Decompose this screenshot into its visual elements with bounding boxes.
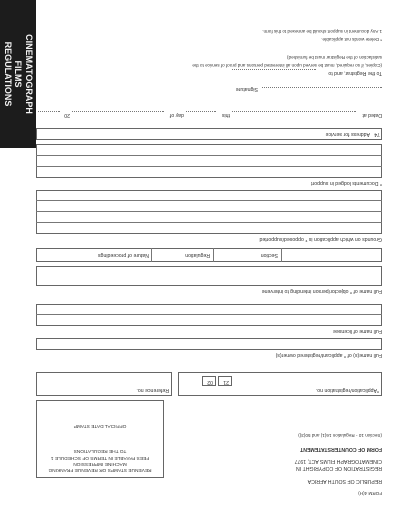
to-registrar-line-3: satisfaction of the Registrar must be furnished) [287, 55, 382, 60]
objector-label: Full name of * objector/person intending to intervene [261, 288, 382, 294]
grounds-field [36, 190, 382, 234]
dated-at-line [232, 111, 356, 112]
act-line-2: CINEMATOGRAPH FILMS ACT, 1977 [294, 458, 382, 464]
nature-divider-1 [281, 248, 282, 262]
to-registrar-line [232, 69, 316, 70]
stamp-line-1: REVENUE STAMPS OR REVENUE FRANKING [48, 467, 152, 472]
objector-field [36, 266, 382, 286]
licensee-label: Full name of licensee [332, 328, 382, 334]
official-date-stamp: OFFICIAL DATE STAMP [73, 423, 127, 428]
app-number-value-2: 02 [207, 379, 213, 385]
country-heading: REPUBLIC OF SOUTH AFRICA [307, 478, 382, 484]
to-registrar-line-2: (Copies, if so required, must be served upon all interested persons and proof of service to the [192, 63, 382, 68]
documents-label: * Documents lodged in support [311, 180, 382, 186]
side-tab [0, 0, 36, 148]
nature-label: Nature of proceedings [97, 252, 149, 258]
this-label: this [221, 112, 230, 118]
grounds-line-1 [36, 222, 382, 223]
regulation-reference: (Section 10 - Regulation 16(1) and 50(3)) [298, 433, 382, 438]
nature-divider-3 [151, 248, 152, 262]
year-label: 20 [64, 112, 70, 118]
section-label: Section [260, 252, 278, 258]
licensee-field-divider [36, 314, 382, 315]
side-tab-line-1: CINEMATOGRAPH [24, 34, 34, 114]
address-label: Address for service [325, 131, 370, 137]
form-title: FORM OF COUNTERSTATEMENT [300, 446, 382, 452]
form-number: FORM 4(H) [358, 491, 382, 496]
licensee-field [36, 304, 382, 326]
day-of-label: day of [169, 112, 184, 118]
stamp-line-4: TO THE REGULATIONS [73, 448, 127, 454]
side-tab-line-2: FILMS [13, 60, 24, 88]
note-delete-words: * Delete words not applicable. [321, 37, 382, 42]
address-number: 74 [374, 131, 380, 137]
stamp-line-2: MACHINE IMPRESSION [73, 460, 127, 466]
applicants-field [36, 338, 382, 350]
nature-divider-2 [213, 248, 214, 262]
app-number-value-1: 21 [223, 379, 229, 385]
act-line-1: REGISTRATION OF COPYRIGHT IN [296, 465, 382, 471]
grounds-line-3 [36, 200, 382, 201]
signature-line [262, 87, 382, 88]
grounds-line-2 [36, 211, 382, 212]
side-tab-text [2, 0, 34, 148]
reference-number-label: Reference no. [136, 387, 169, 393]
signature-label: Signature [235, 86, 258, 92]
note-supporting-documents: 1 Any document in support should be annexed to this form. [262, 29, 382, 34]
applicants-label: Full name(s) of * applicant/registered owner(s) [275, 352, 382, 358]
to-registrar-line-1: To the Registrar, and to [328, 70, 382, 76]
documents-field [36, 144, 382, 178]
stamp-line-3: FEES PAYABLE IN TERMS OF SCHEDULE 1 [50, 454, 150, 460]
stamp-text [36, 447, 164, 472]
side-tab-line-3: REGULATIONS [3, 41, 13, 107]
dated-at-label: Dated at [362, 112, 382, 118]
grounds-label: Grounds on which application is * opposed/supported [259, 236, 382, 242]
month-line [72, 111, 164, 112]
application-number-label: *Application/registration no. [315, 387, 379, 393]
documents-line-1 [36, 166, 382, 167]
regulation-label: Regulation [185, 252, 210, 258]
year-line [38, 111, 60, 112]
documents-line-2 [36, 155, 382, 156]
day-line [186, 111, 216, 112]
